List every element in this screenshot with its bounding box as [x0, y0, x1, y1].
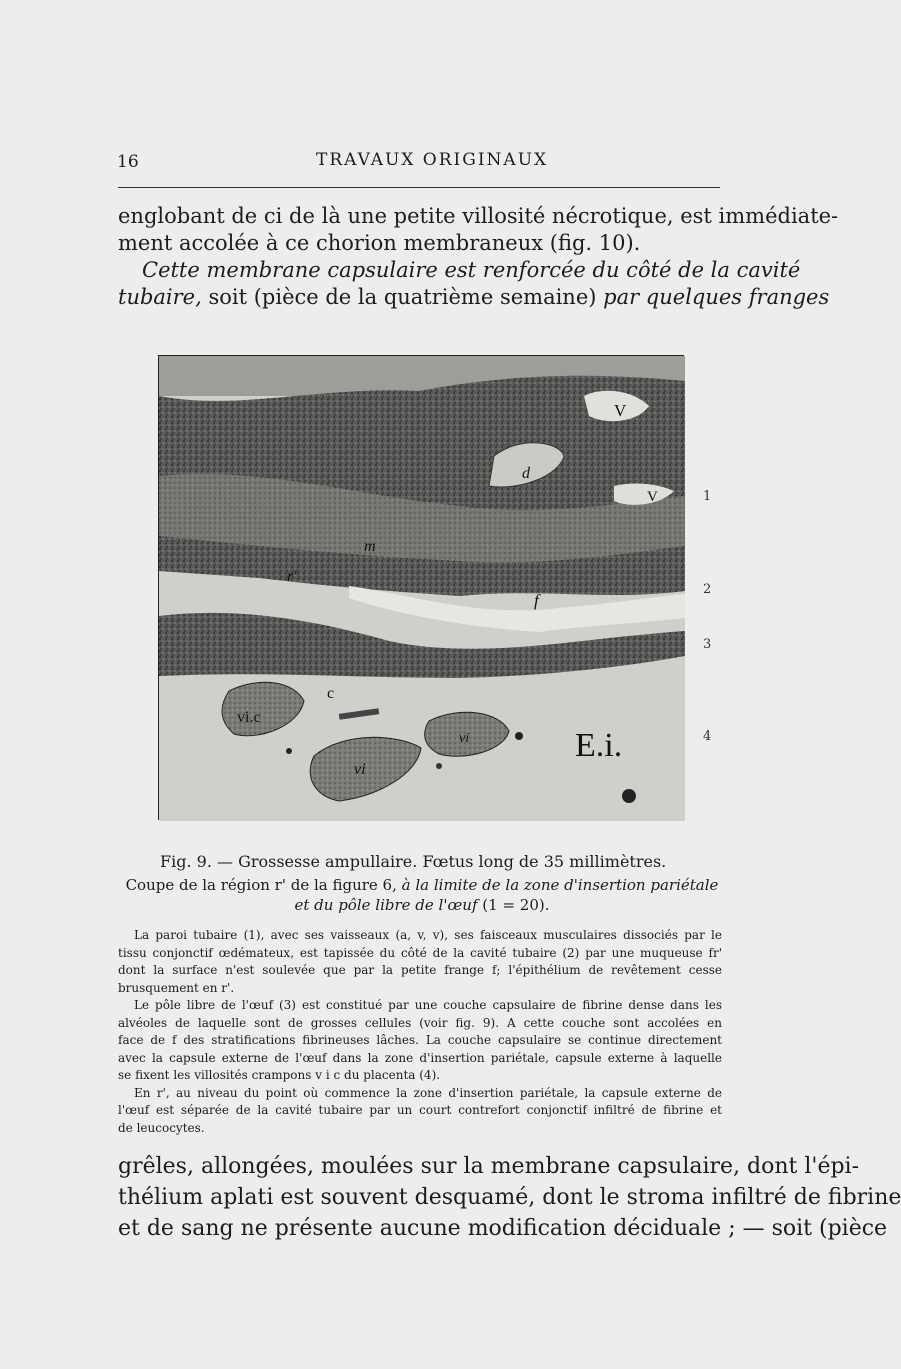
- label-ei: E.i.: [575, 727, 623, 764]
- roman-words: soit (pièce de la quatrième semaine): [201, 285, 604, 309]
- page-number: 16: [117, 152, 139, 172]
- figure-caption-title: Fig. 9. — Grossesse ampullaire. Fœtus long de 35 millimètres.: [160, 852, 667, 871]
- header-rule: [118, 187, 720, 188]
- margin-number-4: 4: [703, 729, 712, 744]
- margin-number-3: 3: [703, 637, 712, 652]
- label-v1: V: [614, 401, 627, 420]
- label-r: r': [287, 568, 297, 585]
- legend-line: tissu conjonctif œdémateux, est tapissée du côté de la cavité tubaire (2) par une muqueuse fr': [118, 945, 722, 960]
- caption-italic: à la limite de la zone d'insertion pariétale: [401, 876, 719, 894]
- label-vic: vi.c: [237, 709, 261, 726]
- label-c: c: [327, 685, 335, 702]
- legend-line: de leucocytes.: [118, 1120, 205, 1135]
- text-line: [118, 284, 830, 311]
- figure-legend: [118, 927, 722, 1137]
- italic-word: tubaire,: [118, 285, 202, 309]
- text-line: grêles, allongées, moulées sur la membrane capsulaire, dont l'épi-: [118, 1154, 860, 1179]
- running-title: TRAVAUX ORIGINAUX: [316, 150, 549, 170]
- label-vi1: vi: [354, 761, 366, 778]
- bottom-paragraph: [118, 1151, 901, 1244]
- figure-caption-line: [118, 895, 726, 915]
- micrograph-image: [159, 356, 685, 821]
- legend-line: dont la surface n'est soulevée que par la petite frange f; l'épithélium de revêtement cesse: [118, 963, 722, 977]
- text-line: Cette membrane capsulaire est renforcée du côté de la cavité: [142, 258, 801, 282]
- figure-caption-line: [118, 875, 726, 895]
- legend-line: brusquement en r'.: [118, 980, 235, 995]
- label-v2: V: [647, 489, 658, 505]
- margin-number-1: 1: [703, 489, 712, 504]
- label-d: d: [522, 465, 530, 482]
- legend-line: La paroi tubaire (1), avec ses vaisseaux (a, v, v), ses faisceaux musculaires dissociés par le: [134, 928, 722, 942]
- legend-line: se fixent les villosités crampons v i c du placenta (4).: [118, 1068, 441, 1082]
- text-line: englobant de ci de là une petite villosité nécrotique, est immédiate-: [118, 204, 839, 228]
- caption-roman: Coupe de la région r' de la figure 6,: [125, 876, 402, 894]
- label-f: f: [534, 591, 539, 610]
- legend-line: alvéoles de laquelle sont de grosses cellules (voir fig. 9). A cette couche sont accolées en: [118, 1015, 722, 1030]
- legend-line: face de f des stratifications fibrineuses lâches. La couche capsulaire se continue directement: [118, 1033, 722, 1047]
- legend-line: l'œuf est séparée de la cavité tubaire par un court contrefort conjonctif infiltré de fibrine et: [118, 1103, 722, 1117]
- top-paragraph: [118, 203, 839, 311]
- margin-number-2: 2: [703, 582, 712, 597]
- text-line: ment accolée à ce chorion membraneux (fig. 10).: [118, 231, 641, 255]
- legend-line: Le pôle libre de l'œuf (3) est constitué par une couche capsulaire de fibrine dense dans les: [134, 998, 722, 1012]
- legend-line: avec la capsule externe de l'œuf dans la zone d'insertion pariétale, capsule externe à laquelle: [118, 1050, 722, 1065]
- legend-line: En r', au niveau du point où commence la zone d'insertion pariétale, la capsule externe de: [134, 1085, 722, 1100]
- text-line: et de sang ne présente aucune modification déciduale ; — soit (pièce: [118, 1216, 888, 1241]
- label-m: m: [364, 538, 376, 555]
- caption-italic: et du pôle libre de l'œuf: [294, 896, 478, 914]
- text-line: thélium aplati est souvent desquamé, dont le stroma infiltré de fibrine: [118, 1185, 901, 1210]
- italic-words: par quelques franges: [603, 285, 830, 309]
- micrograph-figure: [158, 355, 684, 820]
- label-vi2: vi: [459, 731, 470, 746]
- caption-roman: (1 = 20).: [477, 896, 550, 914]
